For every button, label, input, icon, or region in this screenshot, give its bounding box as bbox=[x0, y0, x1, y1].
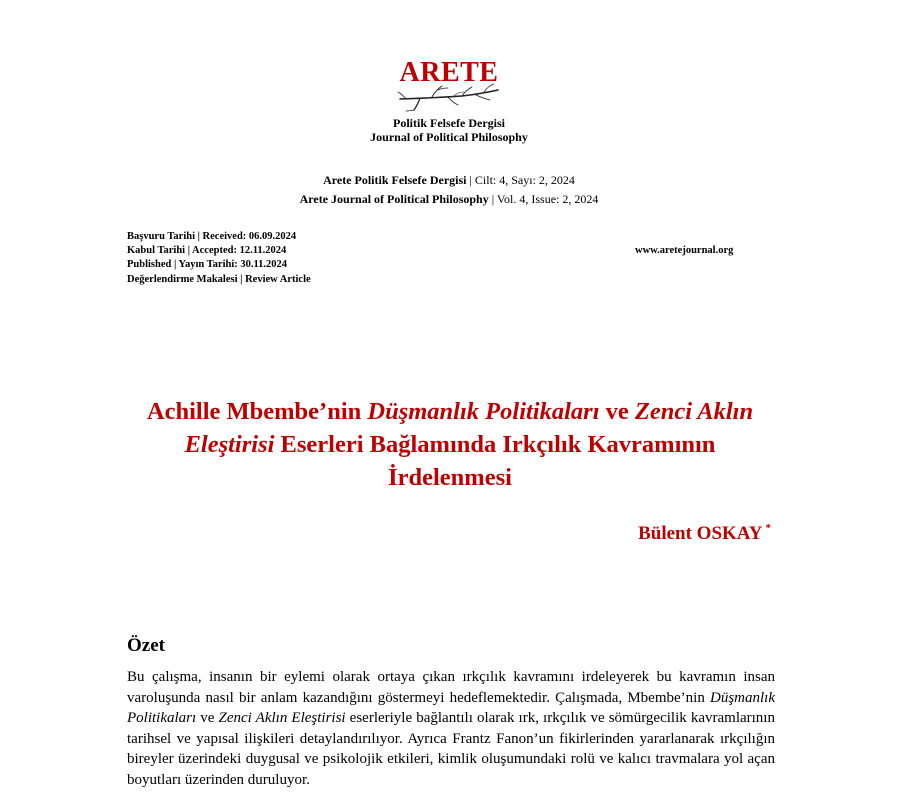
citation-journal-en: Arete Journal of Political Philosophy bbox=[299, 192, 489, 206]
abstract-italic-1: Düşmanlık Politikaları bbox=[127, 689, 775, 727]
citation-detail-tr: Cilt: 4, Sayı: 2, 2024 bbox=[474, 173, 575, 187]
citation-separator: | bbox=[491, 192, 495, 206]
abstract-heading: Özet bbox=[127, 635, 165, 656]
title-part-2: ve bbox=[599, 398, 635, 425]
article-type: Değerlendirme Makalesi | Review Article bbox=[127, 274, 311, 285]
citation-separator: | bbox=[469, 173, 472, 187]
branch-logo-icon bbox=[392, 82, 504, 114]
abstract-text-2: ve bbox=[196, 710, 219, 727]
title-part-3: Eserleri Bağlamında Irkçılık Kavramının İrdelenmesi bbox=[274, 431, 716, 491]
published-date: Published | Yayın Tarihi: 30.11.2024 bbox=[127, 259, 288, 270]
website-link[interactable]: www.aretejournal.org bbox=[635, 245, 734, 256]
citation-detail-en: Vol. 4, Issue: 2, 2024 bbox=[496, 192, 599, 206]
citation-line-en bbox=[0, 192, 898, 207]
journal-subtitle-tr: Politik Felsefe Dergisi bbox=[393, 116, 505, 130]
author-name-text: Bülent OSKAY bbox=[638, 523, 763, 544]
accepted-date: Kabul Tarihi | Accepted: 12.11.2024 bbox=[127, 245, 287, 256]
title-italic-2: Zenci Aklın Eleştirisi bbox=[184, 398, 754, 458]
journal-subtitle-en: Journal of Political Philosophy bbox=[370, 130, 528, 144]
citation-line-tr bbox=[0, 173, 898, 188]
abstract-text-3: eserleriyle bağlantılı olarak ırk, ırkçılık ve sömürgecilik kavramlarının tarihsel ve yapısal ilişkileri detaylandırılıyor. Ayrıca Frantz Fanon’un fikirlerinden yararlanarak ırkçılığın bireyler üzerindeki duygusal ve psikolojik etkileri, kimlik oluşumundaki rolü ve kalıcı travmalara yol açan boyutları üzerinden duruluyor. bbox=[127, 710, 775, 788]
author-name bbox=[638, 522, 771, 545]
abstract-body bbox=[127, 667, 775, 791]
author-footnote-mark[interactable]: * bbox=[765, 522, 771, 534]
title-part-1: Achille Mbembe’nin bbox=[146, 398, 368, 425]
journal-logo-text: ARETE bbox=[399, 57, 499, 88]
abstract-text-1: Bu çalışma, insanın bir eylemi olarak ortaya çıkan ırkçılık kavramını irdeleyerek bu kavramın insan varoluşunda nasıl bir anlam kazandığını göstermeyi hedeflemektedir. Çalışmada, Mbembe’nin bbox=[127, 669, 775, 706]
citation-journal-tr: Arete Politik Felsefe Dergisi bbox=[323, 173, 467, 187]
received-date: Başvuru Tarihi | Received: 06.09.2024 bbox=[127, 231, 297, 242]
article-title bbox=[120, 395, 780, 494]
title-italic-1: Düşmanlık Politikaları bbox=[367, 398, 600, 425]
abstract-italic-2: Zenci Aklın Eleştirisi bbox=[218, 710, 346, 727]
